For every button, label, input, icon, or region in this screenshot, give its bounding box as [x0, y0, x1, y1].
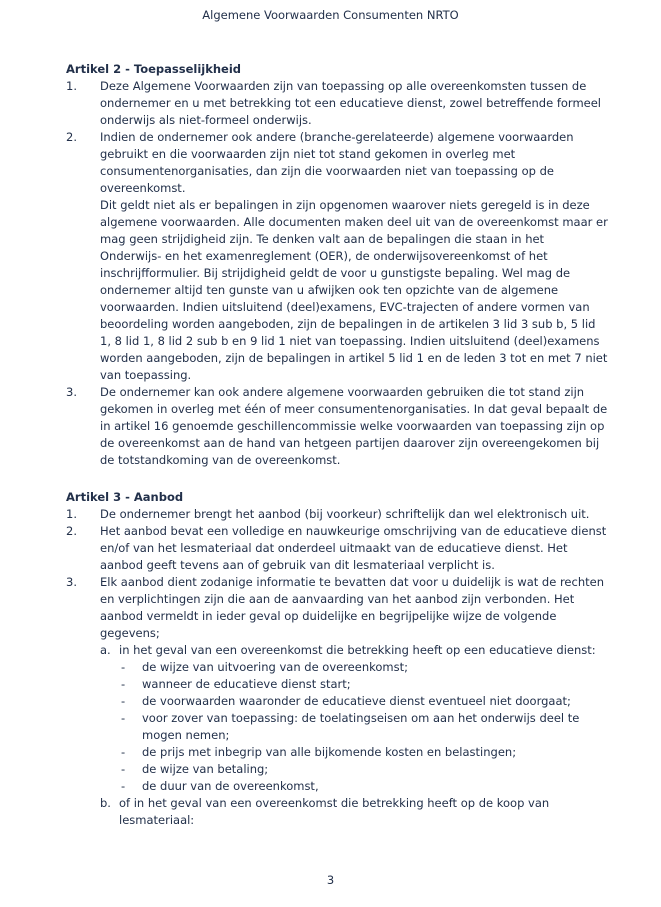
sub-list-item-b — [100, 795, 609, 829]
bullet-item — [121, 744, 609, 761]
bullet-marker: - — [121, 711, 126, 725]
list-item — [66, 129, 609, 384]
bullet-text: de wijze van uitvoering van de overeenkomst; — [142, 660, 408, 674]
paragraph: Deze Algemene Voorwaarden zijn van toepassing op alle overeenkomsten tussen de ondernemer en u met betrekking tot een educatieve dienst, zowel betreffende formeel onderwijs als niet-formeel onderwijs. — [100, 79, 601, 127]
list-item — [66, 384, 609, 469]
item-body — [100, 574, 609, 829]
paragraph: De ondernemer brengt het aanbod (bij voorkeur) schriftelijk dan wel elektronisch uit. — [100, 507, 590, 521]
item-marker: 3. — [66, 385, 77, 399]
item-marker: 1. — [66, 507, 77, 521]
bullet-item — [121, 693, 609, 710]
bullet-item — [121, 676, 609, 693]
document-title: Algemene Voorwaarden Consumenten NRTO — [202, 8, 459, 22]
sub-list-item-a — [100, 642, 609, 795]
paragraph: Indien de ondernemer ook andere (branche-gerelateerde) algemene voorwaarden gebruikt en die voorwaarden zijn niet tot stand gekomen in overleg met consumentenorganisaties, dan zijn die voorwaarden niet van toepassing op de overeenkomst. — [100, 130, 574, 195]
paragraph: of in het geval van een overeenkomst die betrekking heeft op de koop van lesmateriaal: — [119, 796, 550, 827]
item-marker: 2. — [66, 130, 77, 144]
list-item — [66, 78, 609, 129]
bullet-marker: - — [121, 762, 126, 776]
paragraph: Dit geldt niet als er bepalingen in zijn opgenomen waarover niets geregeld is in deze algemene voorwaarden. Alle documenten maken deel uit van de overeenkomst maar er mag geen strijdigheid zijn. Te denken valt aan de bepalingen die staan in het Onderwijs- en het examenreglement (OER), de onderwijsovereenkomst of het inschrijfformulier. Bij strijdigheid geldt de voor u gunstigste bepaling. Wel mag de ondernemer altijd ten gunste van u afwijken ook ten opzichte van de algemene voorwaarden. Indien uitsluitend (deel)examens, EVC-trajecten of andere vormen van beoordeling worden aangeboden, zijn de bepalingen in de artikelen 3 lid 3 sub b, 5 lid 1, 8 lid 1, 8 lid 2 sub b en 9 lid 1 niet van toepassing. Indien uitsluitend (deel)examens worden aangeboden, zijn de bepalingen in artikel 5 lid 1 en de leden 3 tot en met 7 niet van toepassing. — [100, 198, 608, 382]
sub-item-body — [119, 642, 609, 795]
list-item — [66, 574, 609, 829]
list-item — [66, 506, 609, 523]
item-marker: 1. — [66, 79, 77, 93]
bullet-item — [121, 778, 609, 795]
paragraph: in het geval van een overeenkomst die betrekking heeft op een educatieve dienst: — [119, 643, 596, 657]
paragraph: Elk aanbod dient zodanige informatie te bevatten dat voor u duidelijk is wat de rechten en verplichtingen zijn die aan de aanvaarding van het aanbod zijn verbonden. Het aanbod vermeldt in ieder geval op duidelijke en begrijpelijke wijze de volgende gegevens; — [100, 575, 604, 640]
paragraph: Het aanbod bevat een volledige en nauwkeurige omschrijving van de educatieve dienst en/of van het lesmateriaal dat onderdeel uitmaakt van de educatieve dienst. Het aanbod geeft tevens aan of gebruik van dit lesmateriaal verplicht is. — [100, 524, 607, 572]
bullet-text: wanneer de educatieve dienst start; — [142, 677, 351, 691]
item-marker: 3. — [66, 575, 77, 589]
section-artikel-2 — [66, 61, 609, 469]
section-heading-artikel-3: Artikel 3 - Aanbod — [66, 490, 184, 504]
bullet-text: de prijs met inbegrip van alle bijkomende kosten en belastingen; — [142, 745, 517, 759]
paragraph: De ondernemer kan ook andere algemene voorwaarden gebruiken die tot stand zijn gekomen in overleg met één of meer consumentenorganisaties. In dat geval bepaalt de in artikel 16 genoemde geschillencommissie welke voorwaarden van toepassing zijn op de overeenkomst aan de hand van hetgeen partijen daarover zijn overeengekomen bij de totstandkoming van de overeenkomst. — [100, 385, 608, 467]
bullet-text: de wijze van betaling; — [142, 762, 269, 776]
bullet-marker: - — [121, 779, 126, 793]
item-body — [100, 506, 609, 523]
list-item — [66, 523, 609, 574]
item-body — [100, 78, 609, 129]
bullet-text: voor zover van toepassing: de toelatingseisen om aan het onderwijs deel te mogen nemen; — [142, 711, 580, 742]
section-artikel-3 — [66, 489, 609, 829]
bullet-marker: - — [121, 745, 126, 759]
sub-item-body — [119, 795, 609, 829]
bullet-text: de voorwaarden waaronder de educatieve dienst eventueel niet doorgaat; — [142, 694, 571, 708]
item-marker: 2. — [66, 524, 77, 538]
sub-item-marker: b. — [100, 796, 111, 810]
page-number: 3 — [326, 873, 335, 887]
bullet-item — [121, 710, 609, 744]
bullet-marker: - — [121, 660, 126, 674]
sub-item-marker: a. — [100, 643, 111, 657]
document-content — [66, 61, 609, 829]
bullet-text: de duur van de overeenkomst, — [142, 779, 319, 793]
bullet-marker: - — [121, 694, 126, 708]
item-body — [100, 384, 609, 469]
item-body — [100, 523, 609, 574]
bullet-item — [121, 659, 609, 676]
item-body — [100, 129, 609, 384]
section-heading-artikel-2: Artikel 2 - Toepasselijkheid — [66, 62, 242, 76]
bullet-marker: - — [121, 677, 126, 691]
bullet-item — [121, 761, 609, 778]
